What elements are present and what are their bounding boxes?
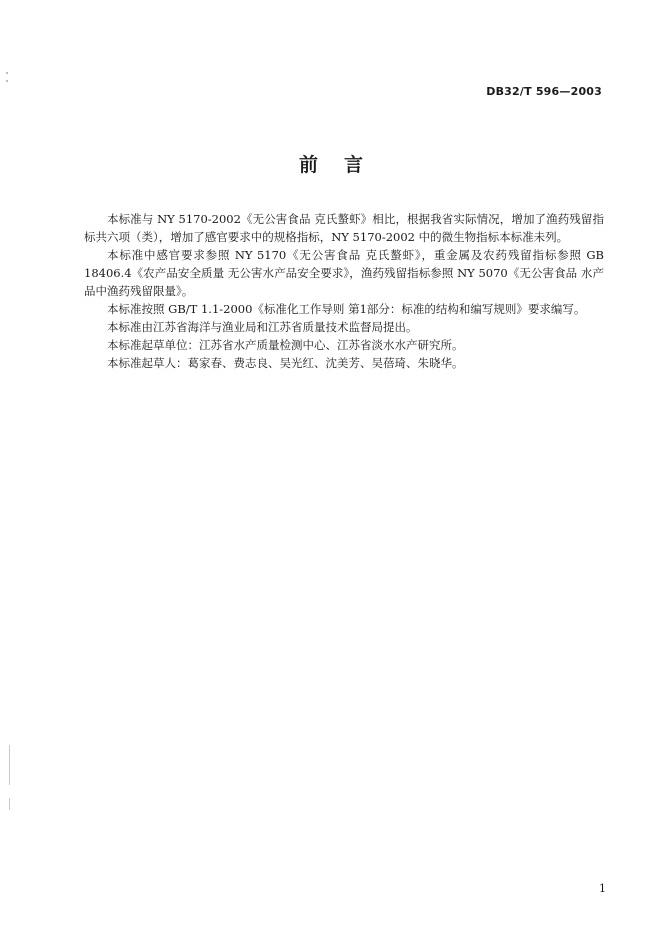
paragraph-comparison: 本标准与 NY 5170-2002《无公害食品 克氏螯虾》相比，根据我省实际情况，增加了渔药残留指标共六项（类），增加了感官要求中的规格指标，NY 5170-2002 中的微生物指标本标准未列。 [84,212,604,244]
scan-artifact [9,745,10,785]
paragraph-drafting-rules: 本标准按照 GB/T 1.1-2000《标准化工作导则 第1部分：标准的结构和编写规则》要求编写。 [107,302,586,316]
page-title: 前言 [298,154,389,176]
paragraph-drafting-units: 本标准起草单位：江苏省水产质量检测中心、江苏省淡水水产研究所。 [107,338,464,352]
standard-code: DB32/T 596—2003 [486,85,602,98]
paragraph-drafters: 本标准起草人：葛家春、费志良、吴光红、沈美芳、吴蓓琦、朱晓华。 [107,356,464,370]
scan-artifact [6,72,8,74]
paragraph-references: 本标准中感官要求参照 NY 5170《无公害食品 克氏螯虾》，重金属及农药残留指标参照 GB 18406.4《农产品安全质量 无公害水产品安全要求》，渔药残留指标参照 NY 5070《无公害食品 水产品中渔药残留限量》。 [84,248,604,298]
scan-artifact [9,798,10,810]
scan-artifact [6,80,8,82]
foreword-body [84,210,604,372]
paragraph-proposer: 本标准由江苏省海洋与渔业局和江苏省质量技术监督局提出。 [107,320,418,334]
page-number: 1 [599,882,606,895]
